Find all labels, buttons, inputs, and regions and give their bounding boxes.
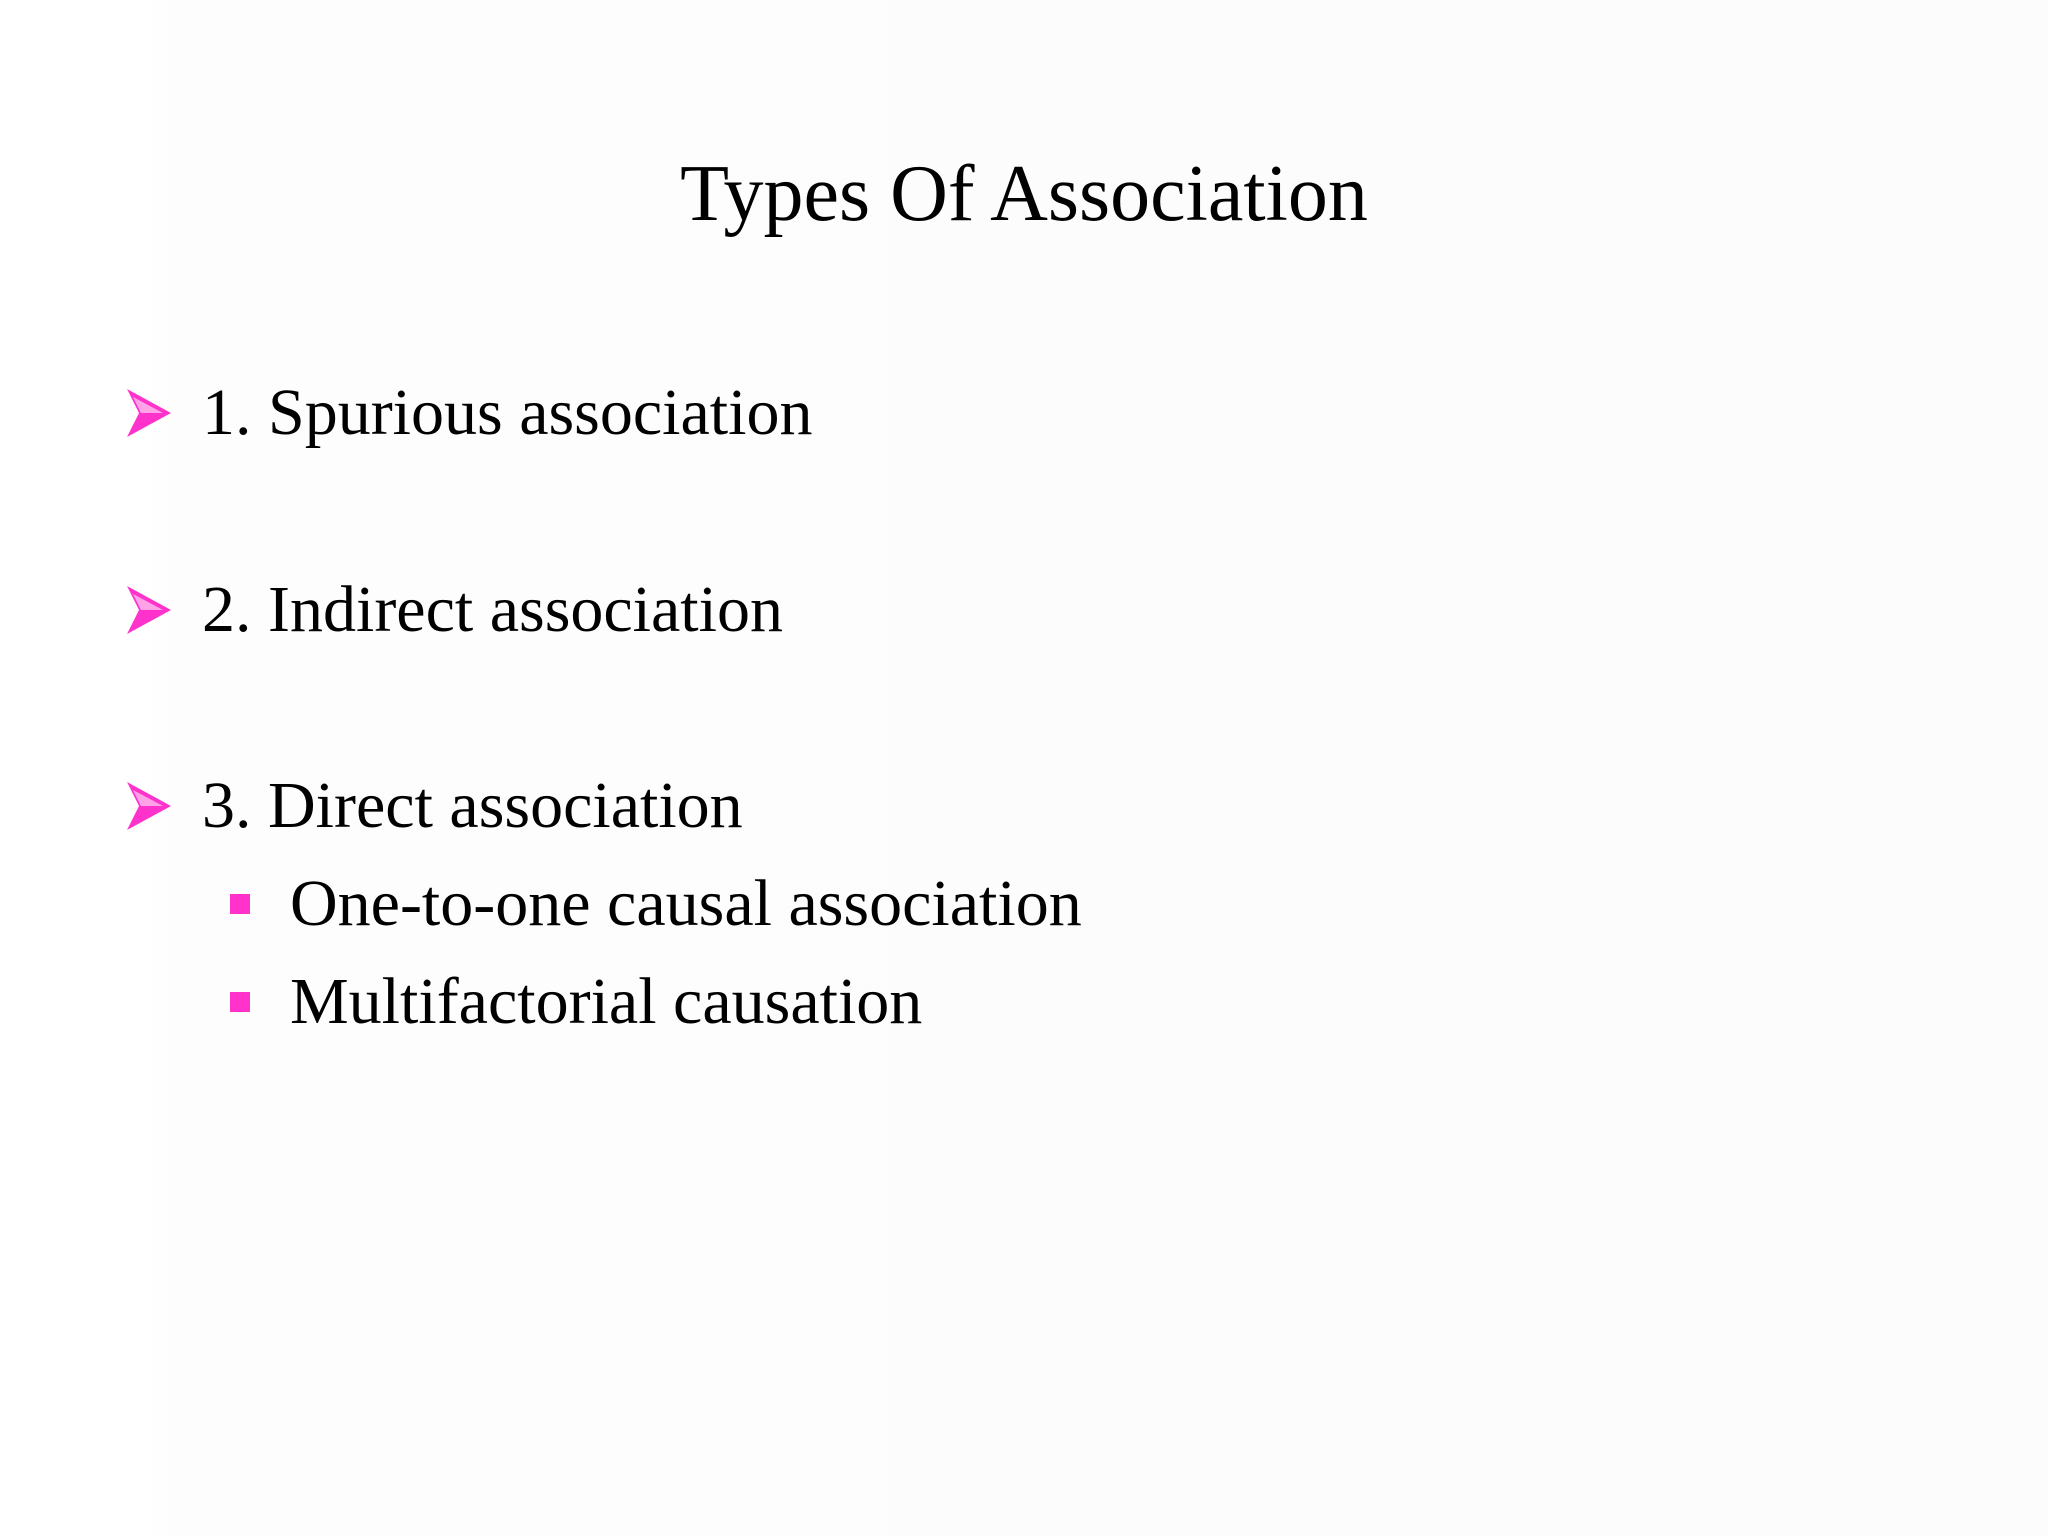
bullet-text: 2. Indirect association xyxy=(202,573,783,646)
sub-bullet-item-1 xyxy=(230,866,1082,942)
sub-bullet-text: One-to-one causal association xyxy=(290,867,1082,940)
arrow-bullet-icon xyxy=(125,387,173,439)
bullet-item-2 xyxy=(125,570,783,650)
bullet-text: 3. Direct association xyxy=(202,769,743,842)
sub-bullet-text: Multifactorial causation xyxy=(290,965,923,1038)
slide-title: Types Of Association xyxy=(680,150,1368,238)
square-bullet-icon xyxy=(230,992,250,1012)
bullet-item-1 xyxy=(125,373,812,453)
bullet-item-3 xyxy=(125,766,743,846)
sub-bullet-item-2 xyxy=(230,964,922,1040)
arrow-bullet-icon xyxy=(125,584,173,636)
arrow-bullet-icon xyxy=(125,780,173,832)
square-bullet-icon xyxy=(230,894,250,914)
bullet-text: 1. Spurious association xyxy=(202,376,813,449)
